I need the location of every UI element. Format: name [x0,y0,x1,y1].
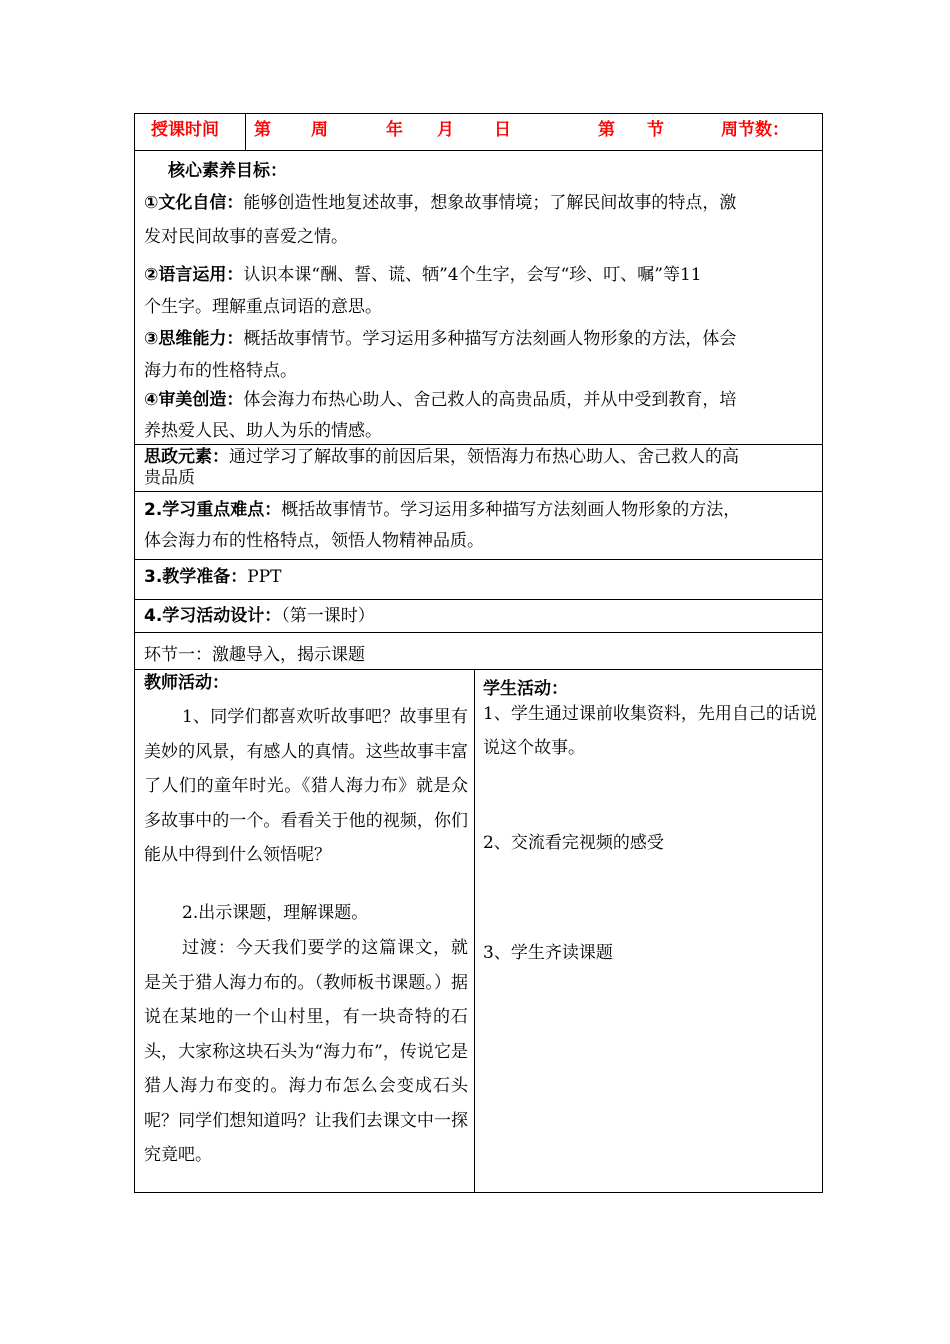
student-title: 学生活动： [483,679,568,699]
column-divider [245,113,246,150]
goals-title: 核心素养目标： [168,161,287,181]
teacher-paragraph: 1、同学们都喜欢听故事吧？故事里有美妙的风景，有感人的真情。这些故事丰富了人们的童年时光。《猎人海力布》就是众多故事中的一个。看看关于他的视频，你们能从中得到什么领悟呢？ [144,707,468,865]
teacher-title: 教师活动： [144,673,229,693]
ideology-line: 贵品质 [144,468,195,488]
ideology-line [144,440,739,474]
stage-title: 环节一：激趣导入，揭示课题 [144,645,365,665]
schedule-label: 授课时间 [151,120,219,140]
row-divider [134,491,823,492]
goal-line [144,383,736,417]
teacher-paragraph: 过渡：今天我们要学的这篇课文，就是关于猎人海力布的。（教师板书课题。）据说在某地的一个山村里，有一块奇特的石头，大家称这块石头为“海力布”，传说它是猎人海力布变的。海力布怎么会变成石头呢？同学们想知道吗？让我们去课文中一探究竟吧。 [144,938,468,1165]
goal-text: 体会海力布热心助人、舍己救人的高贵品质，并从中受到教育，培 [243,390,737,410]
week-suffix: 周 [311,120,328,140]
row-divider [134,150,823,151]
teacher-paragraph: 2.出示课题，理解课题。 [182,903,369,923]
weekly-periods-label: 周节数： [721,120,789,140]
goal-line [144,186,736,220]
key-points-text: 概括故事情节。学习运用多种描写方法刻画人物形象的方法， [281,500,741,520]
goal-line: 养热爱人民、助人为乐的情感。 [144,421,382,441]
student-activity: 3、学生齐读课题 [483,943,613,963]
column-divider [474,669,475,1193]
ideology-label: 思政元素： [144,447,229,467]
activity-design-label: 4.学习活动设计： [144,606,282,626]
goal-label: ①文化自信： [144,193,244,213]
goal-text: 认识本课“酬、誓、谎、牺”4个生字，会写“珍、叮、嘱”等11 [243,265,702,285]
period-prefix: 第 [598,120,615,140]
goal-line: 发对民间故事的喜爱之情。 [144,227,348,247]
key-points-line [144,493,740,527]
goal-label: ②语言运用： [144,265,244,285]
goal-line: 海力布的性格特点。 [144,361,297,381]
ideology-text: 通过学习了解故事的前因后果，领悟海力布热心助人、舍己救人的高 [229,447,739,467]
goal-line [144,322,736,356]
activity-design-line [144,599,375,633]
day-label: 日 [494,120,511,140]
goal-line: 个生字。理解重点词语的意思。 [144,297,382,317]
student-activity: 2、交流看完视频的感受 [483,833,664,853]
goal-text: 概括故事情节。学习运用多种描写方法刻画人物形象的方法，体会 [243,329,737,349]
goal-label: ④审美创造： [144,390,244,410]
week-prefix: 第 [254,120,271,140]
activity-design-value: （第一课时） [281,606,375,626]
preparation-value: PPT [247,567,282,587]
month-label: 月 [437,120,454,140]
preparation-line [144,560,282,594]
key-points-label: 2.学习重点难点： [144,500,282,520]
goal-label: ③思维能力： [144,329,244,349]
student-activity: 1、学生通过课前收集资料，先用自己的话说说这个故事。 [483,704,817,758]
goal-text: 能够创造性地复述故事，想象故事情境；了解民间故事的特点，激 [243,193,737,213]
period-suffix: 节 [647,120,664,140]
preparation-label: 3.教学准备： [144,567,248,587]
year-label: 年 [386,120,403,140]
goal-line [144,258,702,292]
key-points-line: 体会海力布的性格特点，领悟人物精神品质。 [144,531,484,551]
